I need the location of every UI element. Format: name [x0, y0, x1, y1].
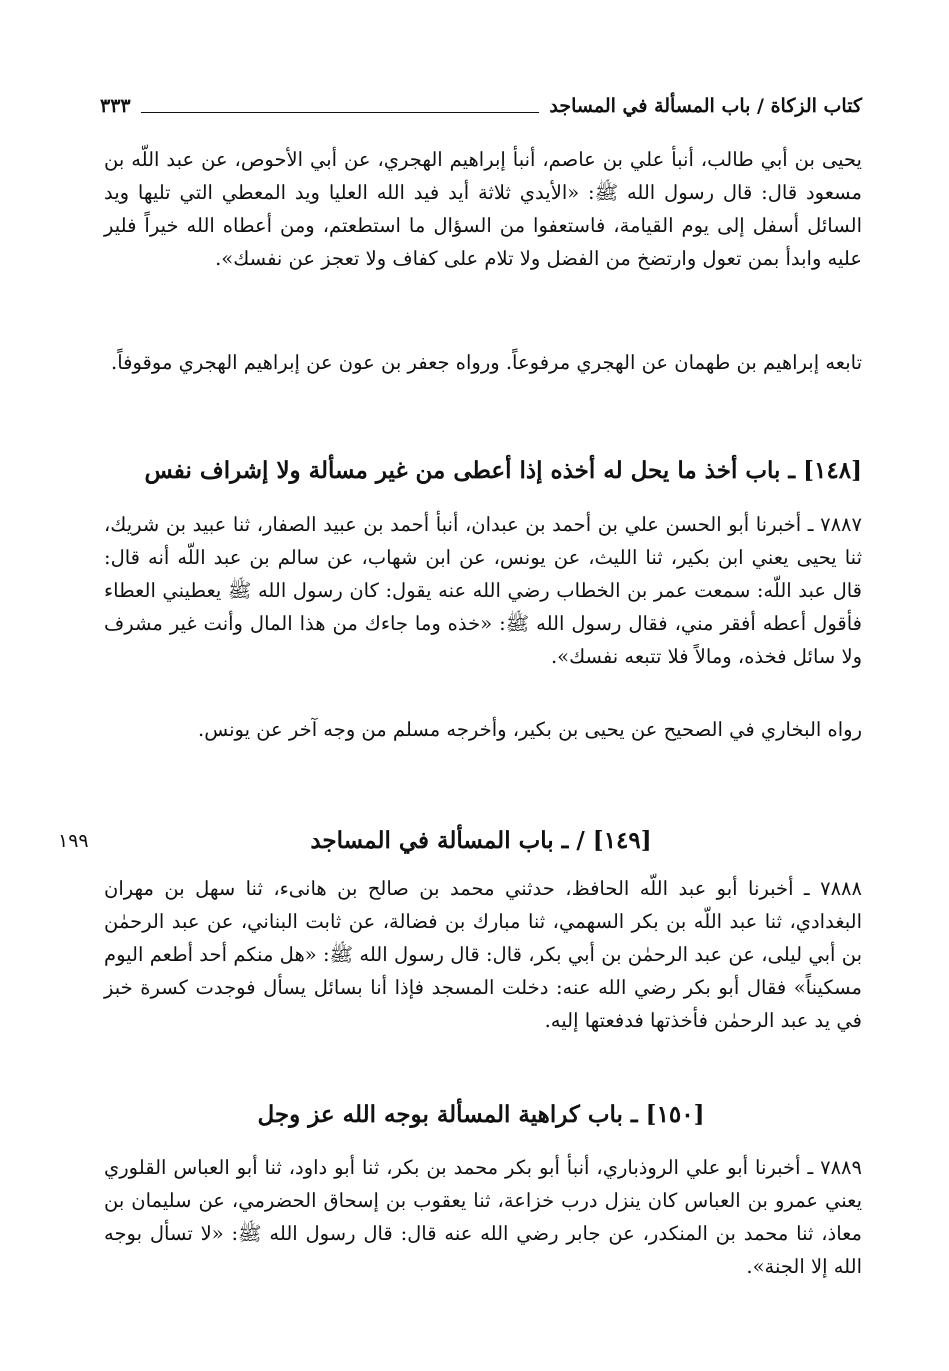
- paragraph-hadith-7887: ٧٨٨٧ ـ أخبرنا أبو الحسن علي بن أحمد بن عبدان، أنبأ أحمد بن عبيد الصفار، ثنا عبيد بن شريك، ثنا يحيى يعني ابن بكير، ثنا الليث، عن يونس، عن ابن شهاب، عن سالم بن عبد اللّه أنه قال: قال عبد اللّه: سمعت عمر بن الخطاب رضي الله عنه يقول: كان رسول الله ﷺ يعطيني العطاء فأقول أعطه أفقر مني، فقال رسول الله ﷺ: «خذه وما جاءك من هذا المال وأنت غير مشرف ولا سائل فخذه، ومالاً فلا تتبعه نفسك».: [104, 513, 862, 668]
- chapter-heading-150: [١٥٠] ـ باب كراهية المسألة بوجه الله عز وجل: [257, 1101, 705, 1128]
- chapter-heading-149: [١٤٩] / ـ باب المسألة في المساجد: [310, 827, 652, 854]
- margin-page-number: ١٩٩: [58, 830, 89, 852]
- paragraph-hadith-7889: ٧٨٨٩ ـ أخبرنا أبو علي الروذباري، أنبأ أبو بكر محمد بن بكر، ثنا أبو داود، ثنا أبو العباس القلوري يعني عمرو بن العباس كان ينزل درب خزاعة، ثنا يعقوب بن إسحاق الحضرمي، عن سليمان بن معاذ، ثنا محمد بن المنكدر، عن جابر رضي الله عنه قال: قال رسول الله ﷺ: «لا تسأل بوجه الله إلا الجنة».: [104, 1156, 862, 1278]
- chapter-heading-148: [١٤٨] ـ باب أخذ ما يحل له أخذه إذا أعطى من غير مسألة ولا إشراف نفس: [144, 457, 862, 484]
- paragraph-note-1: تابعه إبراهيم بن طهمان عن الهجري مرفوعاً. ورواه جعفر بن عون عن إبراهيم الهجري موقوفاً.: [111, 351, 862, 374]
- paragraph-hadith-continuation: يحيى بن أبي طالب، أنبأ علي بن عاصم، أنبأ إبراهيم الهجري، عن أبي الأحوص، عن عبد اللّه بن مسعود قال: قال رسول الله ﷺ: «الأيدي ثلاثة أيد فيد الله العليا ويد المعطي التي تليها ويد السائل أسفل إلى يوم القيامة، فاستعفوا من السؤال ما استطعتم، ومن أعطاه الله خيراً فلير عليه وابدأ بمن تعول وارتضخ من الفضل ولا تلام على كفاف ولا تعجز عن نفسك».: [104, 148, 862, 270]
- header-rule: [141, 112, 540, 113]
- page-number: ٣٣٣: [100, 95, 131, 117]
- paragraph-hadith-7888: ٧٨٨٨ ـ أخبرنا أبو عبد اللّه الحافظ، حدثني محمد بن صالح بن هانىء، ثنا سهل بن مهران البغدادي، ثنا عبد اللّه بن بكر السهمي، ثنا مبارك بن فضالة، عن ثابت البناني، عن عبد الرحمٰن بن أبي ليلى، عن عبد الرحمٰن بن أبي بكر، قال: قال رسول الله ﷺ: «هل منكم أحد أطعم اليوم مسكيناً» فقال أبو بكر رضي الله عنه: دخلت المسجد فإذا أنا بسائل يسأل فوجدت كسرة خبز في يد عبد الرحمٰن فأخذتها فدفعتها إليه.: [104, 877, 862, 1032]
- paragraph-note-2: رواه البخاري في الصحيح عن يحيى بن بكير، وأخرجه مسلم من وجه آخر عن يونس.: [198, 718, 862, 741]
- running-header: [100, 88, 862, 118]
- header-title: كتاب الزكاة / باب المسألة في المساجد: [549, 95, 862, 117]
